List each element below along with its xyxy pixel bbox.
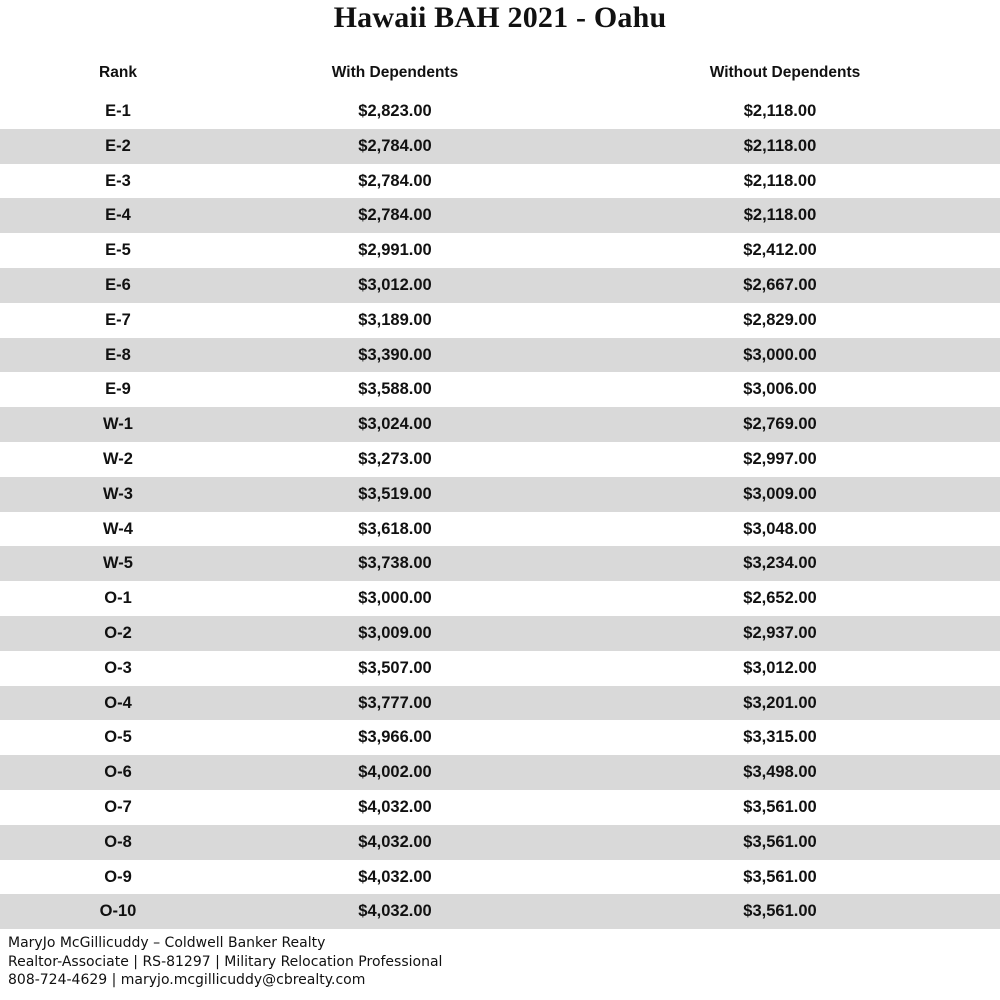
rank-cell: O-5 — [104, 728, 132, 747]
without-dependents-cell: $2,829.00 — [743, 310, 817, 329]
table-row — [0, 790, 1000, 825]
rank-cell: W-5 — [103, 554, 133, 573]
rank-cell: W-1 — [103, 415, 133, 434]
table-row — [0, 860, 1000, 895]
rank-cell: W-3 — [103, 484, 133, 503]
without-dependents-cell: $3,012.00 — [743, 658, 817, 677]
without-dependents-cell: $3,561.00 — [743, 902, 817, 921]
rank-cell: O-4 — [104, 693, 132, 712]
with-dependents-cell: $3,507.00 — [358, 658, 432, 677]
table-row — [0, 546, 1000, 581]
rank-cell: O-1 — [104, 589, 132, 608]
rank-cell: E-7 — [105, 310, 131, 329]
without-dependents-cell: $3,315.00 — [743, 728, 817, 747]
without-dependents-cell: $3,009.00 — [743, 484, 817, 503]
table-row — [0, 686, 1000, 721]
without-dependents-cell: $2,412.00 — [743, 241, 817, 260]
with-dependents-cell: $3,024.00 — [358, 415, 432, 434]
with-dependents-cell: $3,390.00 — [358, 345, 432, 364]
rank-cell: E-6 — [105, 275, 131, 294]
without-dependents-cell: $2,667.00 — [743, 275, 817, 294]
without-dependents-cell: $3,201.00 — [743, 693, 817, 712]
table-row — [0, 442, 1000, 477]
rank-cell: E-2 — [105, 136, 131, 155]
rank-cell: E-8 — [105, 345, 131, 364]
without-dependents-cell: $3,234.00 — [743, 554, 817, 573]
with-dependents-cell: $3,618.00 — [358, 519, 432, 538]
footer-agent-line: MaryJo McGillicuddy – Coldwell Banker Realty — [8, 935, 326, 951]
table-row — [0, 198, 1000, 233]
with-dependents-cell: $3,777.00 — [358, 693, 432, 712]
without-dependents-cell: $2,118.00 — [743, 136, 817, 155]
rank-cell: W-4 — [103, 519, 133, 538]
with-dependents-cell: $2,784.00 — [358, 206, 432, 225]
column-header-rank: Rank — [99, 64, 137, 81]
without-dependents-cell: $2,118.00 — [743, 102, 817, 120]
without-dependents-cell: $2,118.00 — [743, 206, 817, 225]
rank-cell: O-10 — [99, 902, 137, 921]
with-dependents-cell: $3,588.00 — [358, 380, 432, 399]
with-dependents-cell: $3,012.00 — [358, 275, 432, 294]
column-header-without-dependents: Without Dependents — [709, 64, 861, 81]
table-row — [0, 233, 1000, 268]
rank-cell: O-8 — [104, 832, 132, 851]
with-dependents-cell: $2,823.00 — [358, 102, 432, 120]
footer-credentials-line: Realtor-Associate | RS-81297 | Military Relocation Professional — [8, 953, 443, 970]
without-dependents-cell: $3,000.00 — [743, 345, 817, 364]
with-dependents-cell: $2,991.00 — [358, 241, 432, 260]
contact-footer — [8, 934, 708, 990]
without-dependents-cell: $3,498.00 — [743, 763, 817, 782]
footer-contact-line: 808-724-4629 | maryjo.mcgillicuddy@cbrealty.com — [8, 972, 366, 988]
table-row — [0, 651, 1000, 686]
without-dependents-cell: $2,118.00 — [743, 171, 817, 190]
table-row — [0, 825, 1000, 860]
with-dependents-cell: $4,032.00 — [358, 832, 432, 851]
table-header — [0, 64, 1000, 90]
without-dependents-cell: $3,006.00 — [743, 380, 817, 399]
page-title: Hawaii BAH 2021 - Oahu — [333, 1, 667, 34]
table-row — [0, 129, 1000, 164]
with-dependents-cell: $3,966.00 — [358, 728, 432, 747]
rank-cell: O-3 — [104, 658, 132, 677]
table-row — [0, 477, 1000, 512]
rank-cell: E-9 — [105, 380, 131, 399]
rank-cell: O-6 — [104, 763, 132, 782]
with-dependents-cell: $4,032.00 — [358, 867, 432, 886]
with-dependents-cell: $4,032.00 — [358, 902, 432, 921]
with-dependents-cell: $3,519.00 — [358, 484, 432, 503]
table-row — [0, 407, 1000, 442]
table-row — [0, 581, 1000, 616]
table-row — [0, 372, 1000, 407]
with-dependents-cell: $3,273.00 — [358, 449, 432, 468]
without-dependents-cell: $3,048.00 — [743, 519, 817, 538]
rank-cell: W-2 — [103, 449, 133, 468]
bah-table-body — [0, 94, 1000, 929]
table-row — [0, 512, 1000, 547]
with-dependents-cell: $3,009.00 — [358, 623, 432, 642]
without-dependents-cell: $2,937.00 — [743, 623, 817, 642]
without-dependents-cell: $2,769.00 — [743, 415, 817, 434]
table-row — [0, 303, 1000, 338]
table-row — [0, 338, 1000, 373]
without-dependents-cell: $2,652.00 — [743, 589, 817, 608]
rank-cell: O-2 — [104, 623, 132, 642]
without-dependents-cell: $3,561.00 — [743, 867, 817, 886]
table-row — [0, 894, 1000, 929]
with-dependents-cell: $3,738.00 — [358, 554, 432, 573]
rank-cell: E-5 — [105, 241, 131, 260]
with-dependents-cell: $3,000.00 — [358, 589, 432, 608]
table-row — [0, 755, 1000, 790]
table-row — [0, 616, 1000, 651]
rank-cell: E-3 — [105, 171, 131, 190]
table-row — [0, 268, 1000, 303]
without-dependents-cell: $3,561.00 — [743, 797, 817, 816]
column-header-with-dependents: With Dependents — [331, 64, 459, 81]
with-dependents-cell: $4,032.00 — [358, 797, 432, 816]
with-dependents-cell: $4,002.00 — [358, 763, 432, 782]
rank-cell: E-4 — [105, 206, 131, 225]
rank-cell: O-7 — [104, 797, 132, 816]
rank-cell: O-9 — [104, 867, 132, 886]
without-dependents-cell: $2,997.00 — [743, 449, 817, 468]
table-row — [0, 94, 1000, 129]
table-row — [0, 720, 1000, 755]
rank-cell: E-1 — [105, 102, 131, 120]
with-dependents-cell: $2,784.00 — [358, 171, 432, 190]
table-row — [0, 164, 1000, 199]
with-dependents-cell: $2,784.00 — [358, 136, 432, 155]
without-dependents-cell: $3,561.00 — [743, 832, 817, 851]
with-dependents-cell: $3,189.00 — [358, 310, 432, 329]
